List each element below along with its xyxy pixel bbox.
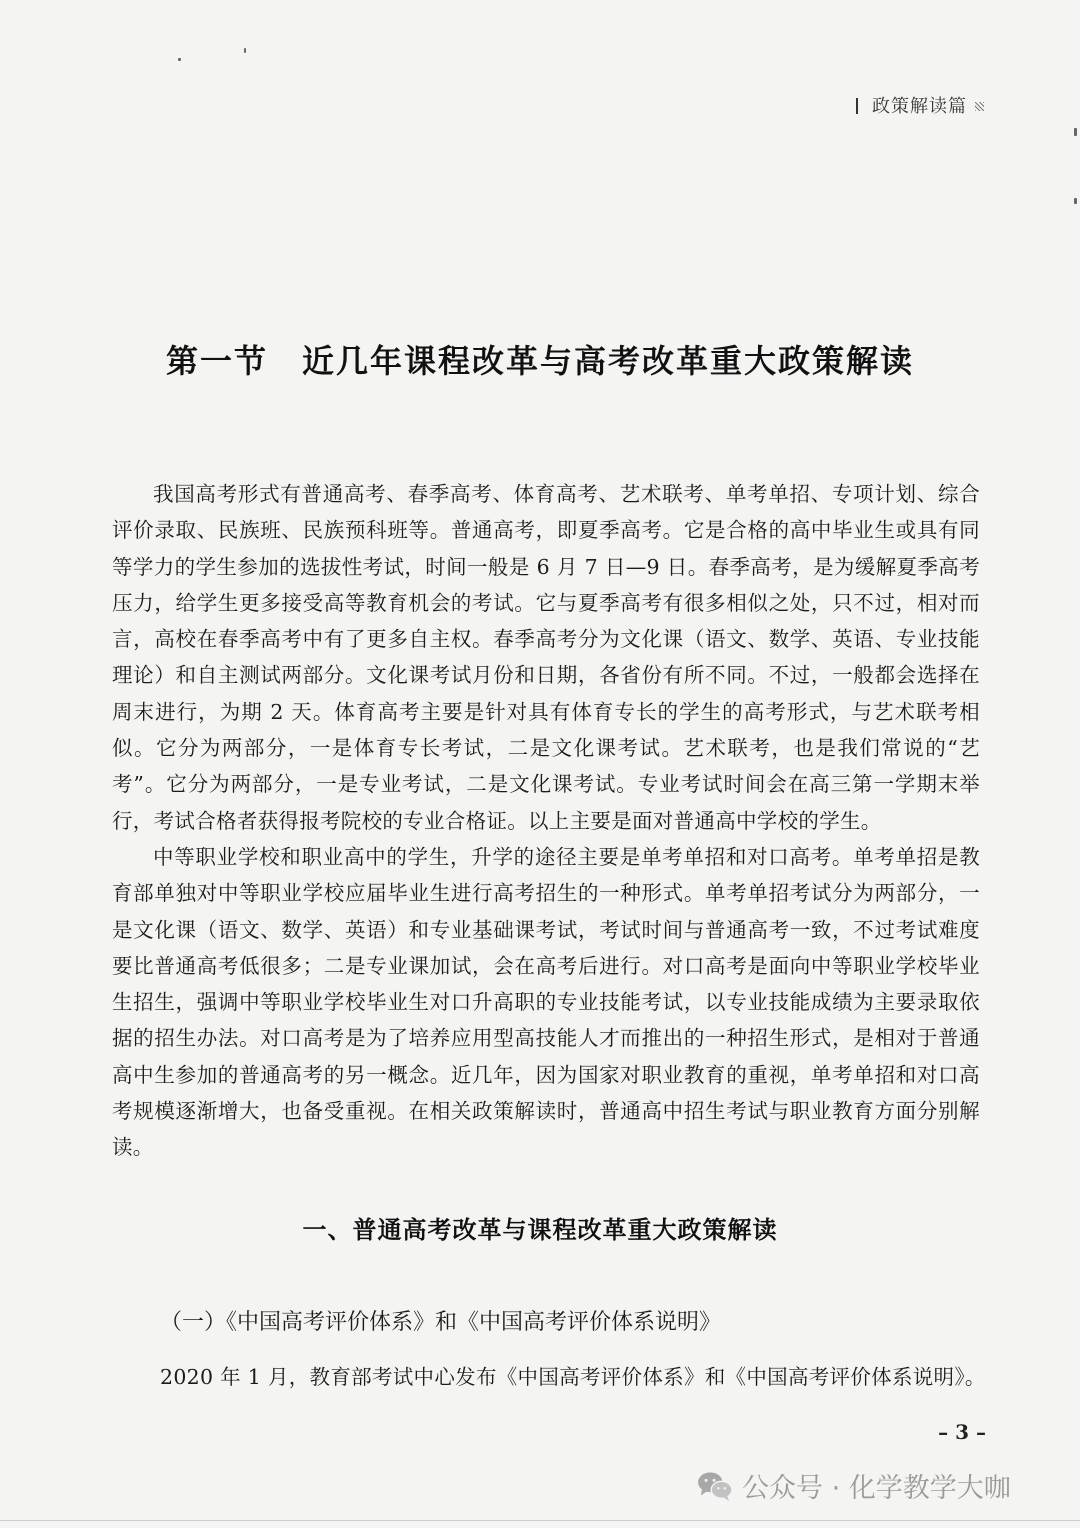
subsubheading: （一）《中国高考评价体系》和《中国高考评价体系说明》 [160,1310,722,1335]
scan-speck [1074,128,1077,136]
scan-speck [1074,198,1077,204]
subheading: 一、普通高考改革与课程改革重大政策解读 [302,1216,778,1244]
running-title: 政策解读篇 [872,96,967,117]
scan-speck [244,48,246,53]
scan-speck [178,58,181,61]
paragraph: 我国高考形式有普通高考、春季高考、体育高考、艺术联考、单考单招、专项计划、综合评价录取、民族班、民族预科班等。普通高考，即夏季高考。它是合格的高中毕业生或具有同等学力的学生参加的选拔性考试，时间一般是 6 月 7 日—9 日。春季高考，是为缓解夏季高考压力，给学生更多接受高等教育机会的考试。它与夏季高考有很多相似之处，只不过，相对而言，高校在春季高考中有了更多自主权。春季高考分为文化课（语文、数学、英语、专业技能理论）和自主测试两部分。文化课考试月份和日期，各省份有所不同。不过，一般都会选择在周末进行，为期 2 天。体育高考主要是针对具有体育专长的学生的高考形式，与艺术联考相似。它分为两部分，一是体育专长考试，二是文化课考试。艺术联考，也是我们常说的“艺考”。它分为两部分，一是专业考试，二是文化课考试。专业考试时间会在高三第一学期末举行，考试合格者获得报考院校的专业合格证。以上主要是面对普通高中学校的学生。 [112,482,980,833]
section-title [0,336,1080,382]
scan-edge [0,1520,1080,1521]
section-title-text: 近几年课程改革与高考改革重大政策解读 [302,342,915,380]
paragraph: 中等职业学校和职业高中的学生，升学的途径主要是单考单招和对口高考。单考单招是教育部单独对中等职业学校应届毕业生进行高考招生的一种形式。单考单招考试分为两部分，一是文化课（语文、数学、英语）和专业基础课考试，考试时间与普通高考一致，不过考试难度要比普通高考低很多；二是专业课加试，会在高考后进行。对口高考是面向中等职业学校毕业生招生，强调中等职业学校毕业生对口升高职的专业技能考试，以专业技能成绩为主要录取依据的招生办法。对口高考是为了培养应用型高技能人才而推出的一种招生形式，是相对于普通高中生参加的普通高考的另一概念。近几年，因为国家对职业教育的重视，单考单招和对口高考规模逐渐增大，也备受重视。在相关政策解读时，普通高中招生考试与职业教育方面分别解读。 [112,844,980,1160]
page-number: – 3 – [938,1420,986,1444]
paragraph: 2020 年 1 月，教育部考试中心发布《中国高考评价体系》和《中国高考评价体系说明》。 [160,1365,986,1389]
watermark-text: 公众号 · 化学教学大咖 [742,1473,1011,1504]
body-text [112,476,980,1166]
watermark [696,1466,1011,1505]
running-header [856,92,984,118]
header-divider [856,98,858,114]
section-number: 第一节 [165,342,268,380]
header-ornament-icon [975,102,984,111]
wechat-icon [696,1470,734,1502]
